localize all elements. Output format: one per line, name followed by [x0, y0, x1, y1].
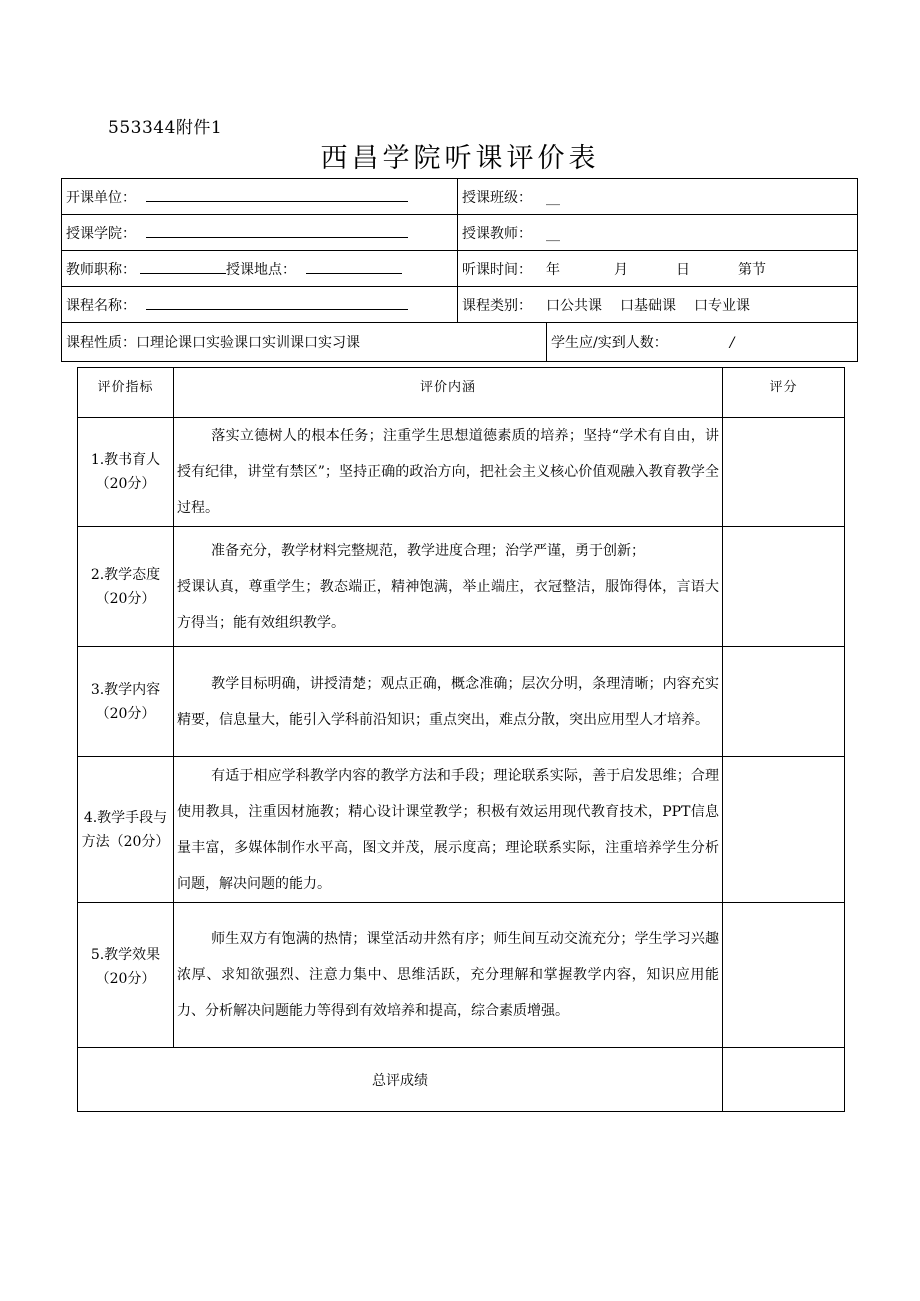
info-row-college: [62, 215, 858, 251]
evaluation-row: [78, 418, 845, 527]
info-row-nature: [62, 323, 858, 362]
time-label: 听课时间：: [462, 261, 532, 278]
evaluation-row: [78, 757, 845, 903]
criterion-cell: [78, 527, 174, 647]
course-nature-cell: [62, 323, 547, 362]
criterion-name: 4.教学手段与: [83, 809, 168, 826]
content-cell: [174, 647, 723, 757]
criterion-score: 方法（20分）: [81, 833, 170, 850]
evaluation-table: [77, 367, 845, 1112]
info-row-course: [62, 287, 858, 323]
score-cell[interactable]: [723, 757, 845, 903]
place-label: 授课地点：: [226, 261, 296, 278]
header-content: 评价内涵: [174, 368, 723, 418]
criterion-score: （20分）: [95, 590, 156, 607]
students-cell: [547, 323, 858, 362]
course-type-cell: [458, 287, 858, 323]
students-field[interactable]: /: [729, 335, 735, 351]
content-cell: [174, 757, 723, 903]
year-label: 年: [546, 261, 560, 278]
score-cell[interactable]: [723, 903, 845, 1048]
criterion-score: （20分）: [95, 476, 156, 492]
attachment-label: 553344附件1: [108, 118, 223, 138]
header-criterion: 评价指标: [78, 368, 174, 418]
course-type-option-public[interactable]: 口公共课: [546, 297, 602, 314]
criterion-score: （20分）: [95, 971, 156, 987]
day-label: 日: [676, 261, 690, 278]
content-cell: [174, 903, 723, 1048]
unit-field[interactable]: [146, 189, 408, 202]
info-table: [61, 178, 858, 362]
criterion-name: 1.教书育人: [90, 452, 161, 468]
total-label: 总评成绩: [78, 1048, 723, 1112]
course-name-label: 课程名称：: [66, 297, 136, 314]
content-cell: [174, 418, 723, 527]
title-place-cell: [62, 251, 458, 287]
content-text: 准备充分，教学材料完整规范，教学进度合理；治学严谨，勇于创新；: [211, 542, 645, 559]
month-label: 月: [614, 261, 628, 278]
class-label: 授课班级：: [462, 189, 532, 206]
course-type-option-major[interactable]: 口专业课: [694, 297, 750, 314]
content-text: 落实立德树人的根本任务；注重学生思想道德素质的培养；坚持“学术有自由，讲授有纪律，讲堂有禁区”；坚持正确的政治方向，把社会主义核心价值观融入教育教学全过程。: [177, 428, 719, 516]
evaluation-row: [78, 647, 845, 757]
college-field[interactable]: [146, 225, 408, 238]
evaluation-row: [78, 903, 845, 1048]
unit-cell: [62, 179, 458, 215]
teacher-label: 授课教师：: [462, 225, 532, 242]
total-score-cell[interactable]: [723, 1048, 845, 1112]
criterion-name: 2.教学态度: [90, 566, 161, 583]
title-field[interactable]: [140, 261, 226, 274]
class-cell: [458, 179, 858, 215]
content-text: 师生双方有饱满的热情；课堂活动井然有序；师生间互动交流充分；学生学习兴趣浓厚、求知欲强烈、注意力集中、思维活跃，充分理解和掌握教学内容，知识应用能力、分析解决问题能力等得到有效培养和提高，综合素质增强。: [177, 931, 719, 1019]
place-field[interactable]: [306, 261, 402, 274]
score-cell[interactable]: [723, 647, 845, 757]
course-name-field[interactable]: [146, 297, 408, 310]
teacher-cell: [458, 215, 858, 251]
content-text: 教学目标明确，讲授清楚；观点正确，概念准确；层次分明，条理清晰；内容充实精要，信息量大，能引入学科前沿知识；重点突出，难点分散，突出应用型人才培养。: [177, 675, 719, 728]
students-label: 学生应/实到人数：: [551, 335, 668, 351]
criterion-cell: [78, 418, 174, 527]
evaluation-row: [78, 527, 845, 647]
header-score: 评分: [723, 368, 845, 418]
college-label: 授课学院：: [66, 225, 136, 242]
criterion-name: 5.教学效果: [90, 947, 161, 963]
content-text: 有适于相应学科教学内容的教学方法和手段；理论联系实际，善于启发思维；合理使用教具，注重因材施教；精心设计课堂教学；积极有效运用现代教育技术，PPT信息量丰富，多媒体制作水平高，图文并茂，展示度高；理论联系实际，注重培养学生分析问题，解决问题的能力。: [177, 767, 719, 892]
criterion-cell: [78, 757, 174, 903]
course-type-label: 课程类别：: [462, 297, 532, 314]
period-label: 第节: [738, 261, 766, 278]
score-cell[interactable]: [723, 418, 845, 527]
criterion-score: （20分）: [95, 705, 156, 722]
criterion-cell: [78, 903, 174, 1048]
time-cell: [458, 251, 858, 287]
score-cell[interactable]: [723, 527, 845, 647]
course-type-option-basic[interactable]: 口基础课: [620, 297, 676, 314]
course-nature-text: 课程性质：口理论课口实验课口实训课口实习课: [66, 335, 360, 351]
page-title: 西昌学院听课评价表: [320, 143, 600, 174]
class-field[interactable]: __: [546, 189, 560, 206]
content-text-2: 授课认真，尊重学生；教态端正，精神饱满，举止端庄，衣冠整洁，服饰得体，言语大方得当；能有效组织教学。: [177, 578, 719, 631]
total-row: [78, 1048, 845, 1112]
teacher-field[interactable]: __: [546, 225, 560, 242]
info-row-unit: [62, 179, 858, 215]
content-cell: [174, 527, 723, 647]
criterion-cell: [78, 647, 174, 757]
college-cell: [62, 215, 458, 251]
course-name-cell: [62, 287, 458, 323]
info-row-title: [62, 251, 858, 287]
evaluation-header-row: [78, 368, 845, 418]
criterion-name: 3.教学内容: [90, 681, 161, 698]
unit-label: 开课单位：: [66, 189, 136, 206]
title-label: 教师职称：: [66, 261, 136, 278]
